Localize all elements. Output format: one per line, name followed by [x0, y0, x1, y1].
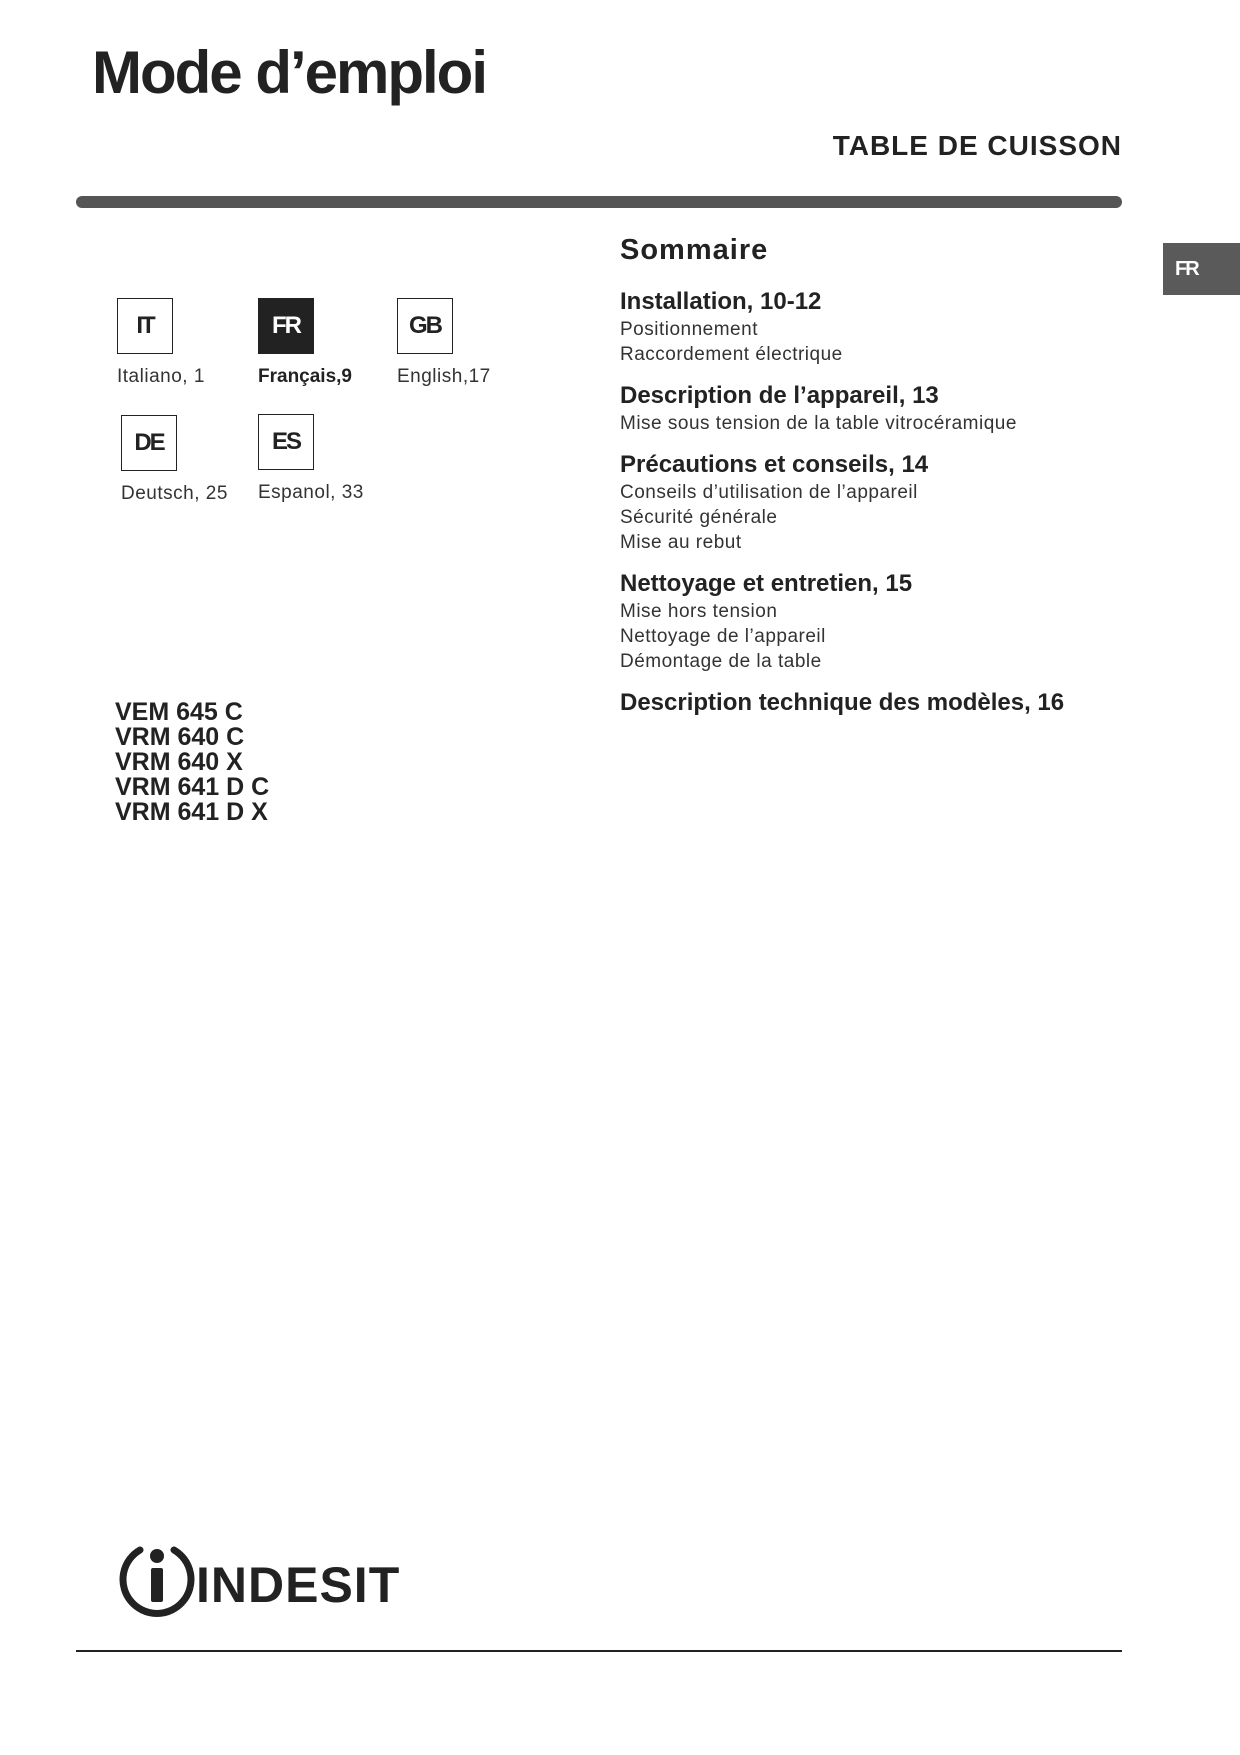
language-item-gb[interactable] [397, 298, 491, 388]
toc-section-title[interactable]: Nettoyage et entretien, 15 [620, 570, 913, 597]
indesit-logo-icon [116, 1538, 416, 1622]
language-label: Italiano, 1 [117, 366, 205, 387]
toc-section-precautions [620, 450, 1140, 555]
language-code-box: IT [117, 298, 173, 354]
toc-item[interactable]: Démontage de la table [620, 651, 822, 672]
toc-section-title[interactable]: Précautions et conseils, 14 [620, 451, 929, 478]
language-code-box: GB [397, 298, 453, 354]
language-item-it[interactable] [117, 298, 205, 388]
language-code-box: FR [258, 298, 314, 354]
language-item-de[interactable] [121, 415, 228, 505]
language-label: Espanol, 33 [258, 482, 364, 503]
toc-heading: Sommaire [620, 234, 769, 266]
language-tab-fr: FR [1163, 243, 1240, 295]
header-divider [76, 196, 1122, 208]
indesit-logo [116, 1538, 416, 1627]
toc-section-title[interactable]: Installation, 10-12 [620, 288, 822, 315]
toc-item[interactable]: Mise hors tension [620, 601, 778, 622]
model-name: VRM 640 X [115, 748, 243, 776]
language-item-es[interactable] [258, 414, 364, 504]
footer-divider [76, 1650, 1122, 1652]
toc-section-installation [620, 287, 1140, 367]
toc-item[interactable]: Conseils d’utilisation de l’appareil [620, 482, 918, 503]
model-name: VRM 641 D X [115, 798, 268, 826]
language-code-box: ES [258, 414, 314, 470]
toc-section-nettoyage [620, 569, 1140, 674]
model-list [115, 700, 269, 825]
brand-wordmark: INDESIT [196, 1557, 401, 1613]
toc-item[interactable]: Nettoyage de l’appareil [620, 626, 826, 647]
language-item-fr[interactable] [258, 298, 352, 388]
page-title: Mode d’emploi [92, 39, 486, 106]
toc-item[interactable]: Positionnement [620, 319, 758, 340]
toc-section-technique [620, 688, 1140, 718]
toc-item[interactable]: Mise au rebut [620, 532, 742, 553]
model-name: VEM 645 C [115, 698, 243, 726]
toc-item[interactable]: Raccordement électrique [620, 344, 843, 365]
language-label: Français,9 [258, 366, 352, 387]
model-name: VRM 641 D C [115, 773, 270, 801]
toc-section-title[interactable]: Description technique des modèles, 16 [620, 689, 1065, 716]
table-of-contents [620, 234, 1140, 732]
model-name: VRM 640 C [115, 723, 245, 751]
language-code-box: DE [121, 415, 177, 471]
toc-section-title[interactable]: Description de l’appareil, 13 [620, 382, 939, 409]
toc-item[interactable]: Sécurité générale [620, 507, 778, 528]
toc-section-description [620, 381, 1140, 436]
product-type: TABLE DE CUISSON [832, 130, 1122, 161]
language-label: English,17 [397, 366, 491, 387]
language-label: Deutsch, 25 [121, 483, 228, 504]
toc-item[interactable]: Mise sous tension de la table vitrocéramique [620, 413, 1017, 434]
